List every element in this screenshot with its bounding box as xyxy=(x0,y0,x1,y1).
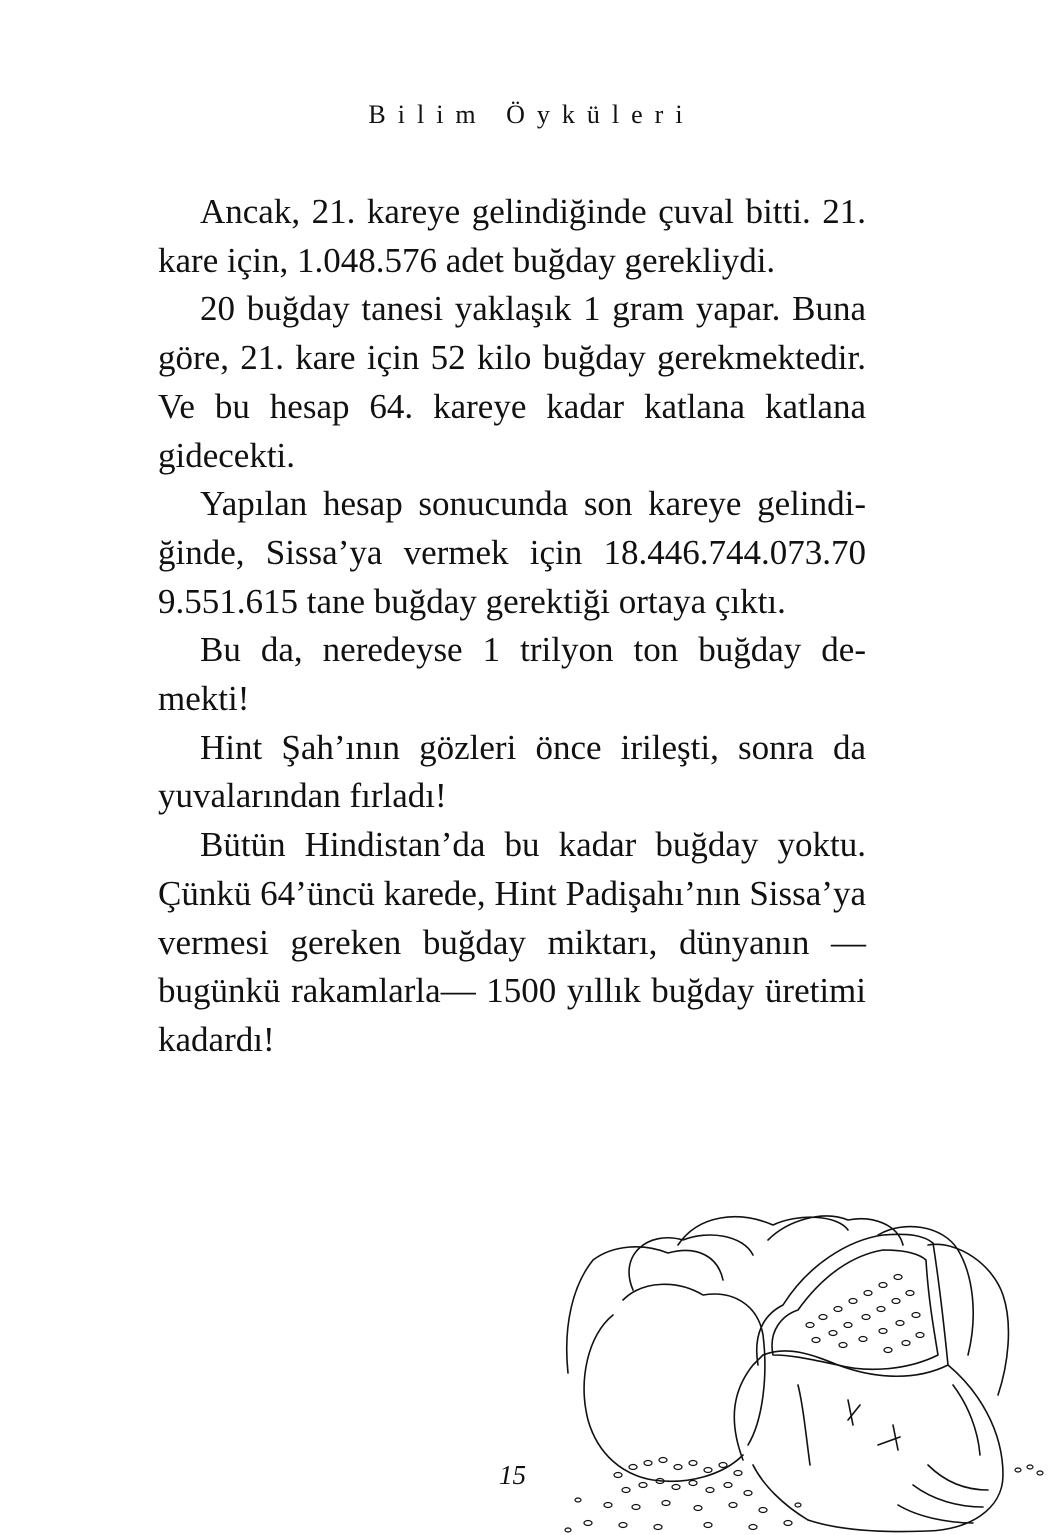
front-sack-left xyxy=(584,1315,743,1481)
paragraph-5: Hint Şah’ının gözleri önce irileşti, sonra da yuvalarından fırladı! xyxy=(158,727,866,816)
paragraph-2: 20 buğday tanesi yaklaşık 1 gram yapar. Buna göre, 21. kare için 52 kilo buğday gerekmektedir. Ve bu hesap 64. kareye kadar katlana katlana gidecekti. xyxy=(158,289,866,475)
body-text xyxy=(158,188,866,1065)
running-title: Bilim Öyküleri xyxy=(368,100,695,129)
back-sack-left-2 xyxy=(629,1235,753,1290)
back-sack-left xyxy=(567,1247,723,1373)
back-sack-right xyxy=(878,1227,973,1355)
paragraph-6: Bütün Hindistan’da bu kadar buğday yoktu. Çünkü 64’üncü karede, Hint Padişahı’nın Sissa’ya vermesi gereken buğday miktarı, dünyanın —bugünkü rakamlarla— 1500 yıllık buğday üretimi kadardı! xyxy=(158,825,866,1059)
back-sack-right-2 xyxy=(928,1244,1008,1395)
main-sack-opening xyxy=(757,1234,948,1365)
wheat-sacks-illustration xyxy=(548,1205,1058,1535)
paragraph-4: Bu da, neredeyse 1 trilyon ton buğday demekti! xyxy=(158,630,866,719)
main-sack-body xyxy=(734,1351,1003,1532)
page-number: 15 xyxy=(499,1460,526,1490)
paragraph-3: Yapılan hesap sonucunda son kareye gelindiğinde, Sissa’ya vermek için 18.446.744.073.70 9.551.615 tane buğday gerektiği ortaya çıktı. xyxy=(158,484,866,621)
back-sack-top xyxy=(678,1217,848,1245)
paragraph-1: Ancak, 21. kareye gelindiğinde çuval bitti. 21. kare için, 1.048.576 adet buğday gerekliydi. xyxy=(158,192,866,280)
middle-sack xyxy=(623,1284,765,1445)
